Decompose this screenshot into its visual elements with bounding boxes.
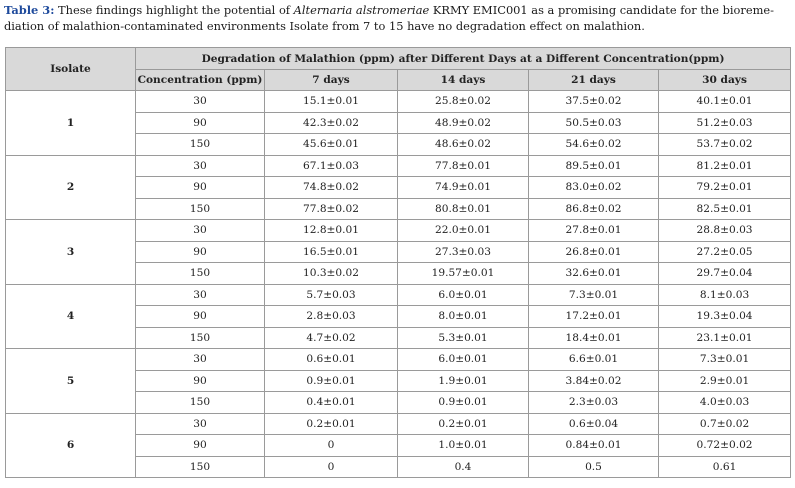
- degradation-value-cell: 27.8±0.01: [529, 220, 659, 242]
- concentration-cell: 90: [136, 435, 265, 457]
- degradation-value-cell: 0: [265, 435, 398, 457]
- degradation-value-cell: 77.8±0.02: [265, 198, 398, 220]
- table-row: [6, 413, 791, 435]
- header-day: 7 days: [265, 70, 398, 91]
- header-concentration: Concentration (ppm): [136, 70, 265, 91]
- header-isolate: Isolate: [6, 48, 136, 91]
- concentration-cell: 150: [136, 456, 265, 478]
- degradation-value-cell: 0.9±0.01: [265, 370, 398, 392]
- degradation-value-cell: 37.5±0.02: [529, 91, 659, 113]
- degradation-value-cell: 0.6±0.04: [529, 413, 659, 435]
- degradation-value-cell: 15.1±0.01: [265, 91, 398, 113]
- isolate-id: 5: [6, 349, 136, 414]
- concentration-cell: 150: [136, 198, 265, 220]
- degradation-value-cell: 0.7±0.02: [659, 413, 791, 435]
- degradation-value-cell: 6.6±0.01: [529, 349, 659, 371]
- degradation-value-cell: 0.5: [529, 456, 659, 478]
- concentration-cell: 90: [136, 241, 265, 263]
- table-body: [6, 91, 791, 478]
- degradation-value-cell: 74.9±0.01: [398, 177, 529, 199]
- caption-text-before: These findings highlight the potential of: [54, 3, 294, 17]
- degradation-value-cell: 48.9±0.02: [398, 112, 529, 134]
- degradation-value-cell: 81.2±0.01: [659, 155, 791, 177]
- degradation-value-cell: 79.2±0.01: [659, 177, 791, 199]
- degradation-value-cell: 74.8±0.02: [265, 177, 398, 199]
- degradation-value-cell: 17.2±0.01: [529, 306, 659, 328]
- caption-text-after: KRMY EMIC001 as a promising candidate for the bioreme-diation of malathion-contaminated environments Isolate from 7 to 15 have no degradation effect on malathion.: [4, 3, 774, 33]
- degradation-value-cell: 0.84±0.01: [529, 435, 659, 457]
- header-day: 14 days: [398, 70, 529, 91]
- degradation-value-cell: 28.8±0.03: [659, 220, 791, 242]
- isolate-id: 6: [6, 413, 136, 478]
- degradation-value-cell: 80.8±0.01: [398, 198, 529, 220]
- degradation-value-cell: 53.7±0.02: [659, 134, 791, 156]
- concentration-cell: 90: [136, 177, 265, 199]
- degradation-value-cell: 0.2±0.01: [398, 413, 529, 435]
- degradation-value-cell: 6.0±0.01: [398, 349, 529, 371]
- header-group: Degradation of Malathion (ppm) after Different Days at a Different Concentration(ppm): [136, 48, 791, 70]
- isolate-id: 2: [6, 155, 136, 220]
- malathion-degradation-table: [5, 47, 791, 478]
- degradation-value-cell: 22.0±0.01: [398, 220, 529, 242]
- table-row: [6, 220, 791, 242]
- degradation-value-cell: 1.0±0.01: [398, 435, 529, 457]
- header-day: 21 days: [529, 70, 659, 91]
- degradation-value-cell: 19.3±0.04: [659, 306, 791, 328]
- table-row: [6, 91, 791, 113]
- degradation-value-cell: 8.0±0.01: [398, 306, 529, 328]
- degradation-value-cell: 45.6±0.01: [265, 134, 398, 156]
- degradation-value-cell: 18.4±0.01: [529, 327, 659, 349]
- degradation-value-cell: 0.61: [659, 456, 791, 478]
- degradation-value-cell: 23.1±0.01: [659, 327, 791, 349]
- caption-species: Alternaria alstromeriae: [293, 3, 430, 17]
- degradation-value-cell: 6.0±0.01: [398, 284, 529, 306]
- degradation-value-cell: 2.8±0.03: [265, 306, 398, 328]
- concentration-cell: 150: [136, 263, 265, 285]
- concentration-cell: 30: [136, 284, 265, 306]
- concentration-cell: 150: [136, 134, 265, 156]
- degradation-value-cell: 0: [265, 456, 398, 478]
- concentration-cell: 90: [136, 370, 265, 392]
- degradation-value-cell: 32.6±0.01: [529, 263, 659, 285]
- concentration-cell: 90: [136, 306, 265, 328]
- degradation-value-cell: 50.5±0.03: [529, 112, 659, 134]
- degradation-value-cell: 40.1±0.01: [659, 91, 791, 113]
- degradation-value-cell: 0.72±0.02: [659, 435, 791, 457]
- degradation-value-cell: 0.6±0.01: [265, 349, 398, 371]
- isolate-id: 4: [6, 284, 136, 349]
- degradation-value-cell: 1.9±0.01: [398, 370, 529, 392]
- degradation-value-cell: 5.7±0.03: [265, 284, 398, 306]
- concentration-cell: 150: [136, 327, 265, 349]
- concentration-cell: 30: [136, 155, 265, 177]
- degradation-value-cell: 4.7±0.02: [265, 327, 398, 349]
- degradation-value-cell: 7.3±0.01: [659, 349, 791, 371]
- degradation-value-cell: 27.2±0.05: [659, 241, 791, 263]
- degradation-value-cell: 7.3±0.01: [529, 284, 659, 306]
- degradation-value-cell: 67.1±0.03: [265, 155, 398, 177]
- degradation-value-cell: 48.6±0.02: [398, 134, 529, 156]
- degradation-value-cell: 83.0±0.02: [529, 177, 659, 199]
- degradation-value-cell: 77.8±0.01: [398, 155, 529, 177]
- degradation-value-cell: 82.5±0.01: [659, 198, 791, 220]
- table-label: Table 3:: [4, 3, 55, 17]
- table-row: [6, 284, 791, 306]
- degradation-value-cell: 27.3±0.03: [398, 241, 529, 263]
- degradation-value-cell: 10.3±0.02: [265, 263, 398, 285]
- isolate-id: 3: [6, 220, 136, 285]
- degradation-value-cell: 0.9±0.01: [398, 392, 529, 414]
- degradation-value-cell: 2.3±0.03: [529, 392, 659, 414]
- concentration-cell: 30: [136, 91, 265, 113]
- degradation-value-cell: 29.7±0.04: [659, 263, 791, 285]
- degradation-value-cell: 5.3±0.01: [398, 327, 529, 349]
- degradation-value-cell: 25.8±0.02: [398, 91, 529, 113]
- degradation-value-cell: 12.8±0.01: [265, 220, 398, 242]
- degradation-value-cell: 16.5±0.01: [265, 241, 398, 263]
- degradation-value-cell: 89.5±0.01: [529, 155, 659, 177]
- table-caption: [4, 2, 791, 34]
- table-row: [6, 349, 791, 371]
- header-day: 30 days: [659, 70, 791, 91]
- degradation-value-cell: 26.8±0.01: [529, 241, 659, 263]
- degradation-value-cell: 42.3±0.02: [265, 112, 398, 134]
- degradation-value-cell: 54.6±0.02: [529, 134, 659, 156]
- degradation-value-cell: 2.9±0.01: [659, 370, 791, 392]
- concentration-cell: 30: [136, 220, 265, 242]
- degradation-value-cell: 8.1±0.03: [659, 284, 791, 306]
- isolate-id: 1: [6, 91, 136, 156]
- concentration-cell: 150: [136, 392, 265, 414]
- degradation-value-cell: 0.4: [398, 456, 529, 478]
- degradation-value-cell: 0.2±0.01: [265, 413, 398, 435]
- degradation-value-cell: 3.84±0.02: [529, 370, 659, 392]
- degradation-value-cell: 0.4±0.01: [265, 392, 398, 414]
- concentration-cell: 90: [136, 112, 265, 134]
- concentration-cell: 30: [136, 349, 265, 371]
- degradation-value-cell: 51.2±0.03: [659, 112, 791, 134]
- table-row: [6, 155, 791, 177]
- degradation-value-cell: 19.57±0.01: [398, 263, 529, 285]
- concentration-cell: 30: [136, 413, 265, 435]
- degradation-value-cell: 86.8±0.02: [529, 198, 659, 220]
- degradation-value-cell: 4.0±0.03: [659, 392, 791, 414]
